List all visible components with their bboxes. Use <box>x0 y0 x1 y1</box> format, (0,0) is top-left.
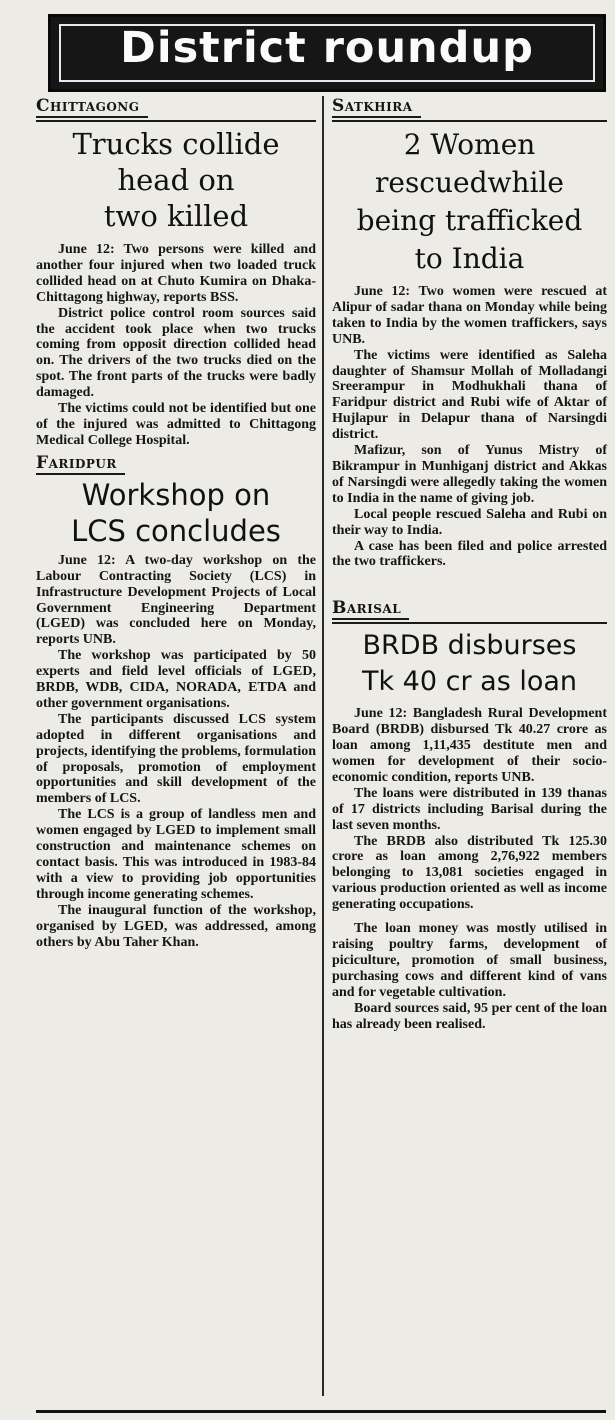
article-body <box>36 553 316 951</box>
article-headline <box>36 477 316 549</box>
kicker-rule <box>332 622 607 624</box>
paragraph: The participants discussed LCS system adopted in different organisations and projects, identifying the problems, formulation of proposals, promotion of employment opportunities and skill development of the members of LCS. <box>36 711 316 807</box>
headline-line: Workshop on <box>81 477 271 512</box>
headline-line: two killed <box>103 199 249 233</box>
dateline-kicker: Chittagong <box>36 96 148 118</box>
paragraph: The loans were distributed in 139 thanas of 17 districts including Barisal during the last seven months. <box>332 785 607 833</box>
paragraph: District police control room sources said the accident took place when two trucks coming from opposit direction collided head on. The drivers of the two trucks died on the spot. The front parts of the trucks were badly damaged. <box>36 305 316 401</box>
dateline-kicker: Satkhira <box>332 96 421 118</box>
headline-line: to India <box>414 242 525 275</box>
headline-line: being trafficked <box>356 204 583 237</box>
kicker-rule <box>332 120 607 122</box>
headline-line: BRDB disburses <box>362 630 577 662</box>
column-divider <box>322 96 324 1396</box>
article-satkhira <box>332 96 607 570</box>
paragraph: A case has been filed and police arrested the two traffickers. <box>332 538 607 570</box>
paragraph: June 12: Two persons were killed and another four injured when two loaded truck collided head on at Chuto Kumira on Dhaka-Chittagong highway, reports BSS. <box>36 242 316 305</box>
article-chittagong <box>36 96 316 449</box>
paragraph: The victims were identified as Saleha daughter of Shamsur Mollah of Molladangi Sreerampur in Modhukhali thana of Faridpur district and Rubi wife of Aktar of Hujlapur in Delapur thana of Narsingdi district. <box>332 347 607 443</box>
headline-line: LCS concludes <box>71 513 281 548</box>
paragraph: The BRDB also distributed Tk 125.30 crore as loan among 2,76,922 members belonging to 13,081 societies engaged in various production oriented as well as income generating occupations. <box>332 833 607 913</box>
headline-line: head on <box>117 163 235 197</box>
article-headline <box>332 628 607 700</box>
paragraph: The victims could not be identified but one of the injured was admitted to Chittagong Medical College Hospital. <box>36 401 316 448</box>
headline-line: rescuedwhile <box>374 166 564 199</box>
paragraph: The workshop was participated by 50 experts and field level officials of LGED, BRDB, WDB, CIDA, NORADA, ETDA and other government organisations. <box>36 648 316 711</box>
left-column <box>36 96 316 950</box>
article-headline <box>332 126 607 278</box>
article-barisal <box>332 598 607 1032</box>
article-headline <box>36 126 316 234</box>
article-body <box>332 284 607 570</box>
paragraph: June 12: Two women were rescued at Alipur of sadar thana on Monday while being taken to India by the women traffickers, says UNB. <box>332 284 607 347</box>
dateline-kicker: Faridpur <box>36 453 125 475</box>
dateline-kicker: Barisal <box>332 598 409 620</box>
paragraph: The LCS is a group of landless men and women engaged by LGED to implement small construction and maintenance schemes on contact basis. This was introduced in 1983-84 with a view to providing job opportunities through income generating schemes. <box>36 807 316 902</box>
kicker-rule <box>36 120 316 122</box>
article-body <box>36 242 316 449</box>
paragraph: Local people rescued Saleha and Rubi on their way to India. <box>332 506 607 538</box>
right-column <box>332 96 607 1032</box>
bottom-rule <box>36 1410 606 1413</box>
paragraph: The loan money was mostly utilised in raising poultry farms, development of piciculture, promotion of small business, purchasing cows and different kind of vans and for vegetable cultivation. <box>332 921 607 1000</box>
section-title: District roundup <box>120 23 534 73</box>
article-faridpur <box>36 453 316 951</box>
headline-line: 2 Women <box>403 128 536 161</box>
headline-line: Tk 40 cr as loan <box>361 666 578 698</box>
section-banner <box>48 14 606 92</box>
paragraph: Mafizur, son of Yunus Mistry of Bikrampur in Munhiganj district and Akkas of Narsingdi were allegedly taking the women to India in the name of giving job. <box>332 443 607 506</box>
paragraph: June 12: A two-day workshop on the Labour Contracting Society (LCS) in Infrastructure Development Projects of Local Government Engineering Department (LGED) was concluded here on Monday, reports UNB. <box>36 552 316 648</box>
paragraph: The inaugural function of the workshop, organised by LGED, was addressed, among others by Abu Taher Khan. <box>36 902 316 950</box>
headline-line: Trucks collide <box>72 127 280 161</box>
paragraph: June 12: Bangladesh Rural Development Board (BRDB) disbursed Tk 40.27 crore as loan among 1,11,435 destitute men and women for development of their socio-economic condition, reports UNB. <box>332 706 607 785</box>
paragraph: Board sources said, 95 per cent of the loan has already been realised. <box>332 1000 607 1032</box>
article-body <box>332 706 607 1032</box>
